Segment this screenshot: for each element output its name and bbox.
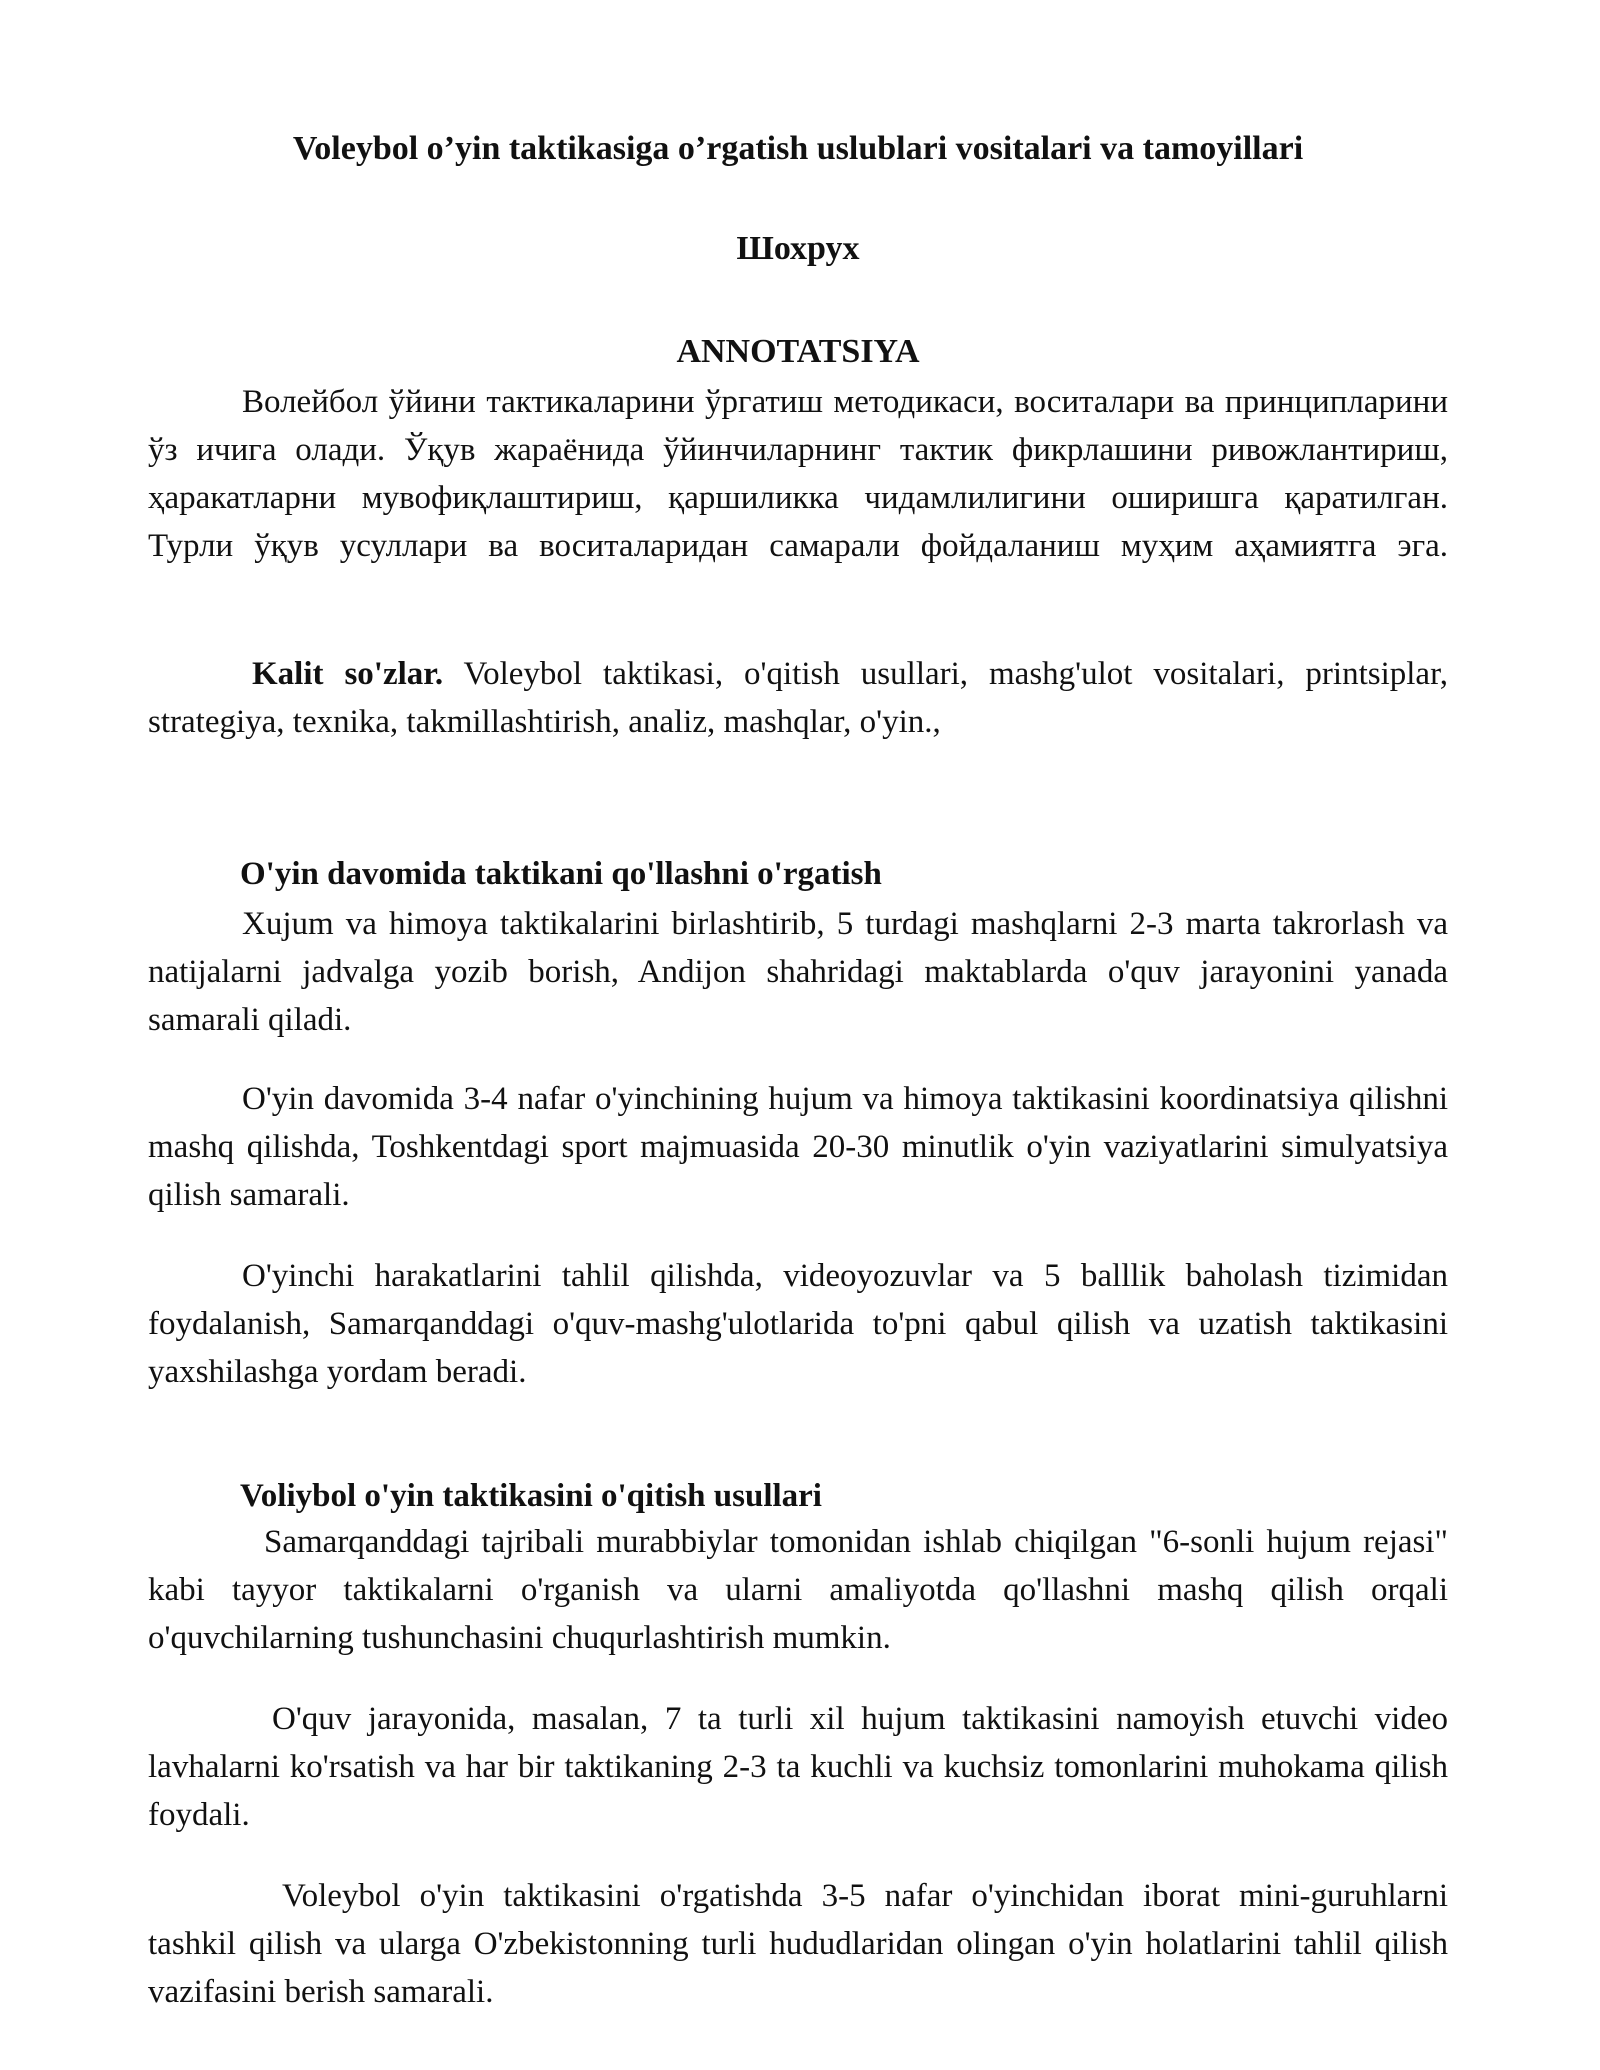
section2-paragraph: Samarqanddagi tajribali murabbiylar tomonidan ishlab chiqilgan "6-sonli hujum rejasi" kabi tayyor taktikalarni o'rganish va ularni amaliyotda qo'llashni mashq qilish orqali o'quvchilarning tushunchasini chuqurlashtirish mumkin. [148, 1524, 1448, 1656]
section2-paragraph: Voleybol o'yin taktikasini o'rgatishda 3-5 nafar o'yinchidan iborat mini-guruhlarni tashkil qilish va ularga O'zbekistonning turli hududlaridan olingan o'yin holatlarini tahlil qilish vazifasini berish samarali. [148, 1878, 1448, 2010]
document-title: Voleybol o’yin taktikasiga o’rgatish uslublari vositalari va tamoyillari [292, 130, 1304, 167]
section2-paragraph: O'quv jarayonida, masalan, 7 ta turli xil hujum taktikasini namoyish etuvchi video lavhalarni ko'rsatish va har bir taktikaning 2-3 ta kuchli va kuchsiz tomonlarini muhokama qilish foydali. [148, 1701, 1448, 1833]
keywords-text: Voleybol taktikasi, o'qitish usullari, mashg'ulot vositalari, printsiplar, strategiya, texnika, takmillashtirish, analiz, mashqlar, o'yin., [148, 656, 1448, 740]
keywords-paragraph [148, 650, 1448, 746]
section1-paragraph: O'yin davomida 3-4 nafar o'yinchining hujum va himoya taktikasini koordinatsiya qilishni mashq qilishda, Toshkentdagi sport majmuasida 20-30 minutlik o'yin vaziyatlarini simulyatsiya qilish samarali. [148, 1081, 1448, 1213]
annotation-text: Волейбол ўйини тактикаларини ўргатиш методикаси, воситалари ва принципларини ўз ичига олади. Ўқув жараёнида ўйинчиларнинг тактик фикрлашини ривожлантириш, ҳаракатларни мувофиқлаштириш, қаршиликка чидамлилигини оширишга қаратилган. Турли ўқув усуллари ва воситаларидан самарали фойдаланиш муҳим аҳамиятга эга. [148, 384, 1448, 564]
author-name: Шохрух [736, 230, 860, 267]
section1-paragraph: O'yinchi harakatlarini tahlil qilishda, videoyozuvlar va 5 balllik baholash tizimidan foydalanish, Samarqanddagi o'quv-mashg'ulotlarida to'pni qabul qilish va uzatish taktikasini yaxshilashga yordam beradi. [148, 1258, 1448, 1390]
keywords-label: Kalit so'zlar. [252, 656, 444, 692]
annotation-heading: ANNOTATSIYA [676, 333, 920, 370]
section-heading-2: Voliybol o'yin taktikasini o'qitish usullari [240, 1478, 822, 1514]
section-heading-1: O'yin davomida taktikani qo'llashni o'rgatish [240, 856, 882, 892]
section1-paragraph: Xujum va himoya taktikalarini birlashtirib, 5 turdagi mashqlarni 2-3 marta takrorlash va natijalarni jadvalga yozib borish, Andijon shahridagi maktablarda o'quv jarayonini yanada samarali qiladi. [148, 906, 1448, 1038]
